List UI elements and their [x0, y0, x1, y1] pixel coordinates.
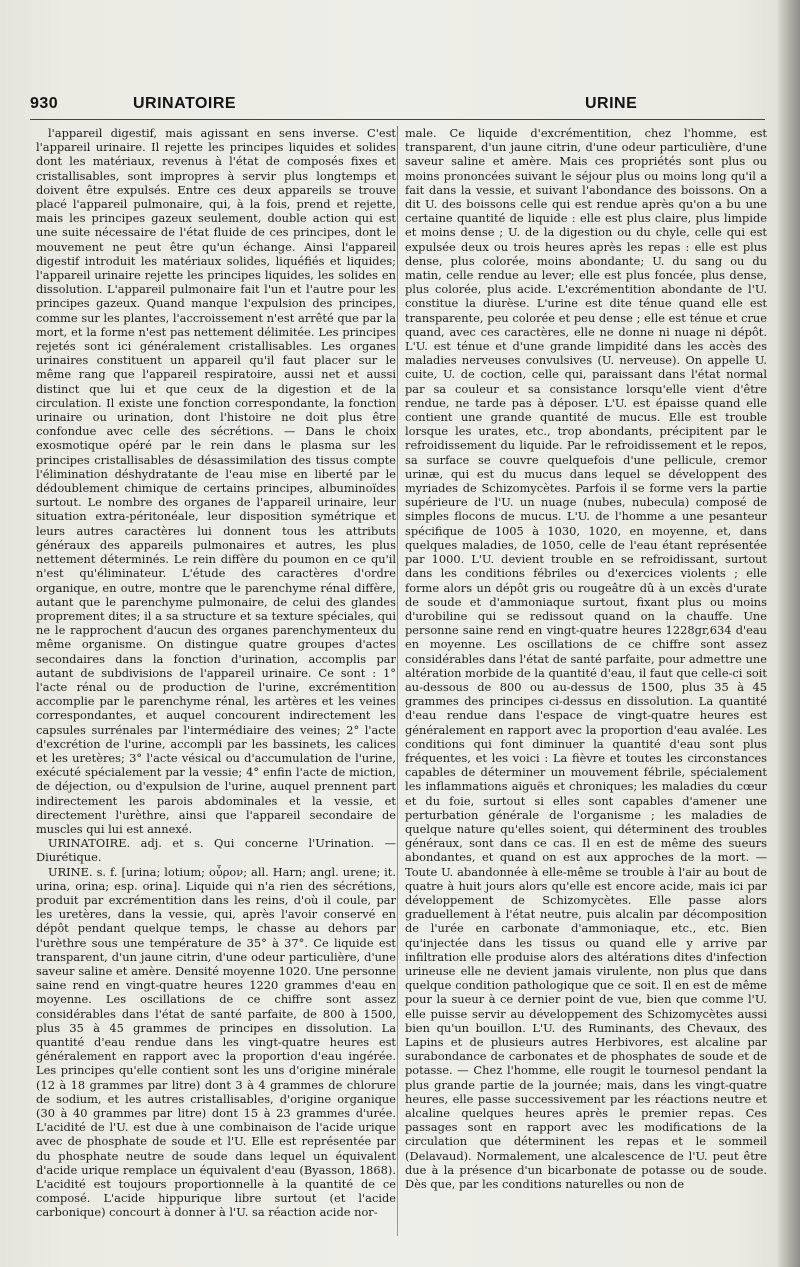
- left-text-column: [36, 126, 396, 1246]
- entry-urinatoire: URINATOIRE. adj. et s. Qui concerne l'Urination. — Diurétique.: [36, 836, 396, 865]
- page-number: 930: [30, 95, 59, 112]
- column-divider: [397, 126, 398, 1236]
- book-spine-shadow: [778, 0, 800, 1267]
- paragraph-urine-continued: male. Ce liquide d'excrémentition, chez l'homme, est transparent, d'un jaune citrin, d'une odeur particulière, d'une saveur saline et amère. Mais ces propriétés sont plus ou moins prononcées suivant le séjour plus ou moins long qu'il a fait dans la vessie, et suivant l'abondance des boissons. On a dit U. des boissons celle qui est rendue après qu'on a bu une certaine quantité de liquide : elle est plus claire, plus limpide et moins dense ; U. de la digestion ou du chyle, celle qui est expulsée deux ou trois heures après les repas : elle est plus dense, plus colorée, moins abondante; U. du sang ou du matin, celle rendue au lever; elle est plus foncée, plus dense, plus colorée, plus acide. L'excrémentition abondante de l'U. constitue la diurèse. L'urine est dite ténue quand elle est transparente, peu colorée et peu dense ; elle est ténue et crue quand, avec ces caractères, elle ne donne ni nuage ni dépôt. L'U. est ténue et d'une grande limpidité dans les accès des maladies nerveuses convulsives (U. nerveuse). On appelle U. cuite, U. de coction, celle qui, paraissant dans l'état normal par sa couleur et sa consistance lorsqu'elle vient d'être rendue, ne tarde pas à déposer. L'U. est épaisse quand elle contient une grande quantité de mucus. Elle est trouble lorsque les urates, etc., trop abondants, précipitent par le refroidissement du liquide. Par le refroidissement et le repos, sa surface se couvre quelquefois d'une pellicule, cremor urinæ, qui est du mucus dans lequel se développent des myriades de Schizomycètes. Parfois il se forme vers la partie supérieure de l'U. un nuage (nubes, nubecula) composé de simples flocons de mucus. L'U. de l'homme a une pesanteur spécifique de 1005 à 1030, 1020, en moyenne, et, dans quelques maladies, de 1050, celle de l'eau étant représentée par 1000. L'U. devient trouble en se refroidissant, surtout dans les conditions fébriles ou d'exercices violents ; elle forme alors un dépôt gris ou rougeâtre dû à un excès d'urate de soude et d'ammoniaque surtout, fixant plus ou moins d'urobiline qui se redissout quand on la chauffe. Une personne saine rend en vingt-quatre heures 1228gr,634 d'eau en moyenne. Les oscillations de ce chiffre sont assez considérables dans l'état de santé parfaite, pour admettre une altération morbide de la quantité d'eau, il faut que celle-ci soit au-dessous de 800 ou au-dessus de 1500, plus 35 à 45 grammes des principes ci-dessus en dissolution. La quantité d'eau rendue dans l'espace de vingt-quatre heures est généralement en rapport avec la proportion d'eau avalée. Les conditions qui font diminuer la quantité d'eau sont plus fréquentes, et les voici : La fièvre et toutes les circonstances capables de déterminer un mouvement fébrile, spécialement les inflammations aiguës et chroniques; les maladies du cœur et du foie, surtout si elles sont capables d'amener une perturbation générale de l'organisme ; les maladies de quelque nature qu'elles soient, qui déterminent des troubles généraux, sont dans ce cas. Il en est de même des sueurs abondantes, et quand on est aux approches de la mort. — Toute U. abandonnée à elle-même se trouble à l'air au bout de quatre à huit jours alors qu'elle est encore acide, mais ici par développement de Schizomycètes. Elle passe alors graduellement à l'état neutre, puis alcalin par décomposition de l'urée en carbonate d'ammoniaque, etc., etc. Bien qu'injectée dans les tissus ou quand elle y arrive par infiltration elle produise alors des altérations dites d'infection urineuse elle ne devient jamais virulente, non plus que dans quelque condition pathologique que ce soit. Il en est de même pour la sueur à ce dernier point de vue, bien que comme l'U. elle puisse servir au développement des Schizomycètes aussi bien qu'un bouillon. L'U. des Ruminants, des Chevaux, des Lapins et de plusieurs autres Herbivores, est alcaline par surabondance de carbonates et de phosphates de soude et de potasse. — Chez l'homme, elle rougit le tournesol pendant la plus grande partie de la journée; mais, dans les vingt-quatre heures, elle passe successivement par les réactions neutre et alcaline quelques heures après le premier repas. Ces passages sont en rapport avec les modifications de la circulation que déterminent les repas et le sommeil (Delavaud). Normalement, une alcalescence de l'U. peut être due à la présence d'un bicarbonate de potasse ou de soude. Dès que, par les conditions naturelles ou non de: [405, 126, 767, 1192]
- right-running-head: URINE: [585, 95, 638, 112]
- left-running-head: URINATOIRE: [133, 95, 237, 112]
- running-header: [30, 91, 765, 120]
- right-text-column: [405, 126, 767, 1246]
- entry-urine: URINE. s. f. [urina; lotium; οὖρον; all. Harn; angl. urene; it. urina, orina; esp. orina]. Liquide qui n'a rien des sécrétions, produit par excrémentition dans les reins, d'où il coule, par les uretères, dans la vessie, qui, après l'avoir conservé en dépôt pendant quelque temps, le chasse au dehors par l'urèthre sous une température de 35° à 37°. Ce liquide est transparent, d'un jaune citrin, d'une odeur particulière, d'une saveur saline et amère. Densité moyenne 1020. Une personne saine rend en vingt-quatre heures 1220 grammes d'eau en moyenne. Les oscillations de ce chiffre sont assez considérables dans l'état de santé parfaite, de 800 à 1500, plus 35 à 45 grammes de principes en dissolution. La quantité d'eau rendue dans les vingt-quatre heures est généralement en rapport avec la proportion d'eau ingérée. Les principes qu'elle contient sont les uns d'origine minérale (12 à 18 grammes par litre) dont 3 à 4 grammes de chlorure de sodium, et les autres cristallisables, d'origine organique (30 à 40 grammes par litre) dont 15 à 23 grammes d'urée. L'acidité de l'U. est due à une combinaison de l'acide urique avec de phosphate de soude et l'U. Elle est représentée par du phosphate neutre de soude dans lequel un équivalent d'acide urique remplace un équivalent d'eau (Byasson, 1868). L'acidité est toujours proportionnelle à la quantité de ce composé. L'acide hippurique libre surtout (et l'acide carbonique) concourt à donner à l'U. sa réaction acide nor-: [36, 864, 396, 1220]
- paragraph-urination-body: l'appareil digestif, mais agissant en sens inverse. C'est l'appareil urinaire. Il rejette les principes liquides et solides dont les matériaux, revenus à l'état de composés fixes et cristallisables, sont impropres à servir plus longtemps et doivent être expulsés. Entre ces deux appareils se trouve placé l'appareil pulmonaire, qui, à la fois, prend et rejette, mais les principes gazeux seulement, double action qui est une suite nécessaire de l'état fluide de ces principes, dont le mouvement ne peut être qu'un échange. Ainsi l'appareil digestif introduit les matériaux solides, liquéfiés et liquides; l'appareil urinaire rejette les principes liquides, les solides en dissolution. L'appareil pulmonaire fait l'un et l'autre pour les principes gazeux. Quand manque l'expulsion des principes, comme sur les plantes, l'accroissement n'est arrêté que par la mort, et la forme n'est pas nettement délimitée. Les principes rejetés sont ici généralement cristallisables. Les organes urinaires constituent un appareil qu'il faut placer sur le même rang que l'appareil respiratoire, aussi net et aussi distinct que lui et que ceux de la digestion et de la circulation. Il existe une fonction correspondante, la fonction urinaire ou urination, dont l'histoire ne doit plus être confondue avec celle des sécrétions. — Dans le choix exosmotique opéré par le rein dans le plasma sur les principes cristallisables de désassimilation des tissus compte l'élimination déshydratante de l'eau mise en liberté par le dédoublement chimique de certains principes, albuminoïdes surtout. Le nombre des organes de l'appareil urinaire, leur situation extra-péritonéale, leur disposition symétrique et leurs autres caractères lui donnent tous les attributs généraux des appareils pulmonaires et autres, les plus nettement déterminés. Le rein diffère du poumon en ce qu'il n'est qu'éliminateur. L'étude des caractères d'ordre organique, en outre, montre que le parenchyme rénal diffère, autant que le parenchyme pulmonaire, de celui des glandes proprement dites; il a sa structure et sa texture spéciales, qui ne le rapprochent d'aucun des organes parenchymenteux du même organisme. On distingue quatre groupes d'actes secondaires dans la fonction d'urination, accomplis par autant de subdivisions de l'appareil urinaire. Ce sont : 1° l'acte rénal ou de production de l'urine, excrémentition accomplie par le parenchyme rénal, les artères et les veines correspondantes, et auquel concourent indirectement les capsules surrénales par l'intermédiaire des veines; 2° l'acte d'excrétion de l'urine, accompli par les bassinets, les calices et les uretères; 3° l'acte vésical ou d'accumulation de l'urine, exécuté spécialement par la vessie; 4° enfin l'acte de miction, de déjection, ou d'expulsion de l'urine, auquel prennent part indirectement les parois abdominales et la vessie, et directement l'urèthre, ainsi que l'appareil secondaire de muscles qui lui est annexé.: [36, 126, 396, 836]
